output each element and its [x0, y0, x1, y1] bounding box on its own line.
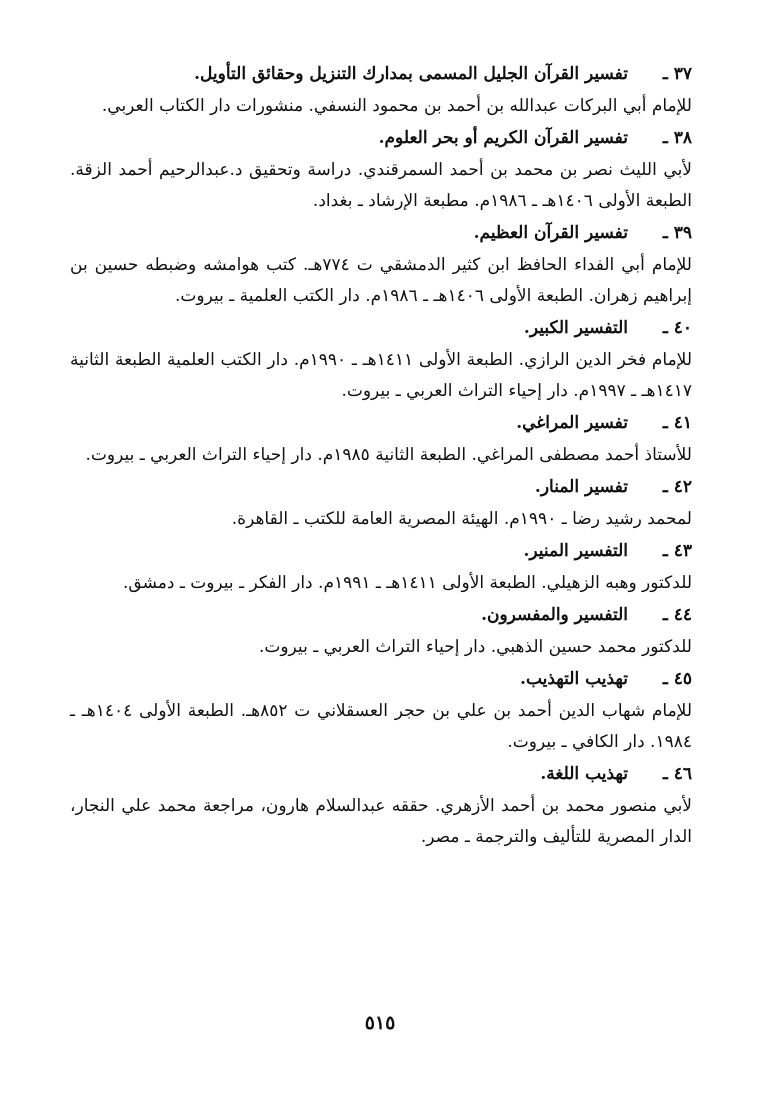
entry-number: ٤٤ ـ: [662, 605, 692, 625]
bibliography-entry-44: [70, 599, 692, 663]
bibliography-entry-46: [70, 758, 692, 853]
entry-description: للأستاذ أحمد مصطفى المراغي. الطبعة الثانية ١٩٨٥م. دار إحياء التراث العربي ـ بيروت.: [85, 445, 692, 465]
entry-heading: [70, 122, 692, 155]
entry-title: تفسير المنار.: [534, 477, 628, 497]
entry-description: للإمام أبي الفداء الحافظ ابن كثير الدمشقي ت ٧٧٤هـ. كتب هوامشه وضبطه حسين بن إبراهيم زهران. الطبعة الأولى ١٤٠٦هـ ـ ١٩٨٦م. دار الكتب العلمية ـ بيروت.: [70, 255, 692, 306]
entry-number: ٤٥ ـ: [662, 669, 692, 689]
entry-number: ٣٩ ـ: [662, 223, 692, 243]
entry-title: تفسير القرآن الكريم أو بحر العلوم.: [378, 128, 628, 148]
entry-heading: [70, 599, 692, 632]
entry-heading: [70, 663, 692, 696]
entry-number: ٤٣ ـ: [662, 541, 692, 561]
entry-description: للدكتور وهبه الزهيلي. الطبعة الأولى ١٤١١هـ ـ ١٩٩١م. دار الفكر ـ بيروت ـ دمشق.: [123, 573, 692, 593]
entry-heading: [70, 471, 692, 504]
entry-description: للدكتور محمد حسين الذهبي. دار إحياء التراث العربي ـ بيروت.: [258, 637, 692, 657]
bibliography-entry-45: [70, 663, 692, 758]
bibliography-entry-41: [70, 407, 692, 471]
entry-description: للإمام فخر الدين الرازي. الطبعة الأولى ١٤١١هـ ـ ١٩٩٠م. دار الكتب العلمية الطبعة الثانية ١٤١٧هـ ـ ١٩٩٧م. دار إحياء التراث العربي ـ بيروت.: [70, 350, 692, 401]
entry-title: تفسير القرآن الجليل المسمى بمدارك التنزيل وحقائق التأويل.: [194, 64, 628, 84]
entry-number: ٤٦ ـ: [662, 764, 692, 784]
bibliography-page: [70, 58, 692, 853]
entry-heading: [70, 407, 692, 440]
entry-title: تهذيب التهذيب.: [520, 669, 628, 689]
entry-number: ٣٧ ـ: [662, 64, 692, 84]
entry-number: ٤٠ ـ: [662, 318, 692, 338]
bibliography-entry-43: [70, 535, 692, 599]
bibliography-entry-38: [70, 122, 692, 217]
entry-description: لأبي منصور محمد بن أحمد الأزهري. حققه عبدالسلام هارون، مراجعة محمد علي النجار، الدار المصرية للتأليف والترجمة ـ مصر.: [70, 796, 692, 847]
entry-description: للإمام أبي البركات عبدالله بن أحمد بن محمود النسفي. منشورات دار الكتاب العربي.: [101, 96, 692, 116]
bibliography-entry-37: [70, 58, 692, 122]
page-number: ٥١٥: [364, 1012, 396, 1034]
entry-description: لأبي الليث نصر بن محمد بن أحمد السمرقندي. دراسة وتحقيق د.عبدالرحيم أحمد الزقة. الطبعة الأولى ١٤٠٦هـ ـ ١٩٨٦م. مطبعة الإرشاد ـ بغداد.: [70, 160, 692, 211]
entry-heading: [70, 758, 692, 791]
entry-title: التفسير والمفسرون.: [481, 605, 628, 625]
entry-description: للإمام شهاب الدين أحمد بن علي بن حجر العسقلاني ت ٨٥٢هـ. الطبعة الأولى ١٤٠٤هـ ـ ١٩٨٤. دار الكافي ـ بيروت.: [70, 701, 692, 752]
bibliography-entry-42: [70, 471, 692, 535]
entry-description: لمحمد رشيد رضا ـ ١٩٩٠م. الهيئة المصرية العامة للكتب ـ القاهرة.: [231, 509, 692, 529]
bibliography-entry-39: [70, 217, 692, 312]
entry-number: ٤١ ـ: [662, 413, 692, 433]
entry-title: تهذيب اللغة.: [540, 764, 628, 784]
entry-number: ٣٨ ـ: [662, 128, 692, 148]
entry-heading: [70, 312, 692, 345]
bibliography-entry-40: [70, 312, 692, 407]
entry-number: ٤٢ ـ: [662, 477, 692, 497]
entry-title: التفسير المنير.: [523, 541, 628, 561]
entry-title: تفسير القرآن العظيم.: [473, 223, 628, 243]
entry-title: تفسير المراغي.: [516, 413, 628, 433]
entry-heading: [70, 58, 692, 91]
entry-heading: [70, 217, 692, 250]
entry-title: التفسير الكبير.: [523, 318, 628, 338]
entry-heading: [70, 535, 692, 568]
